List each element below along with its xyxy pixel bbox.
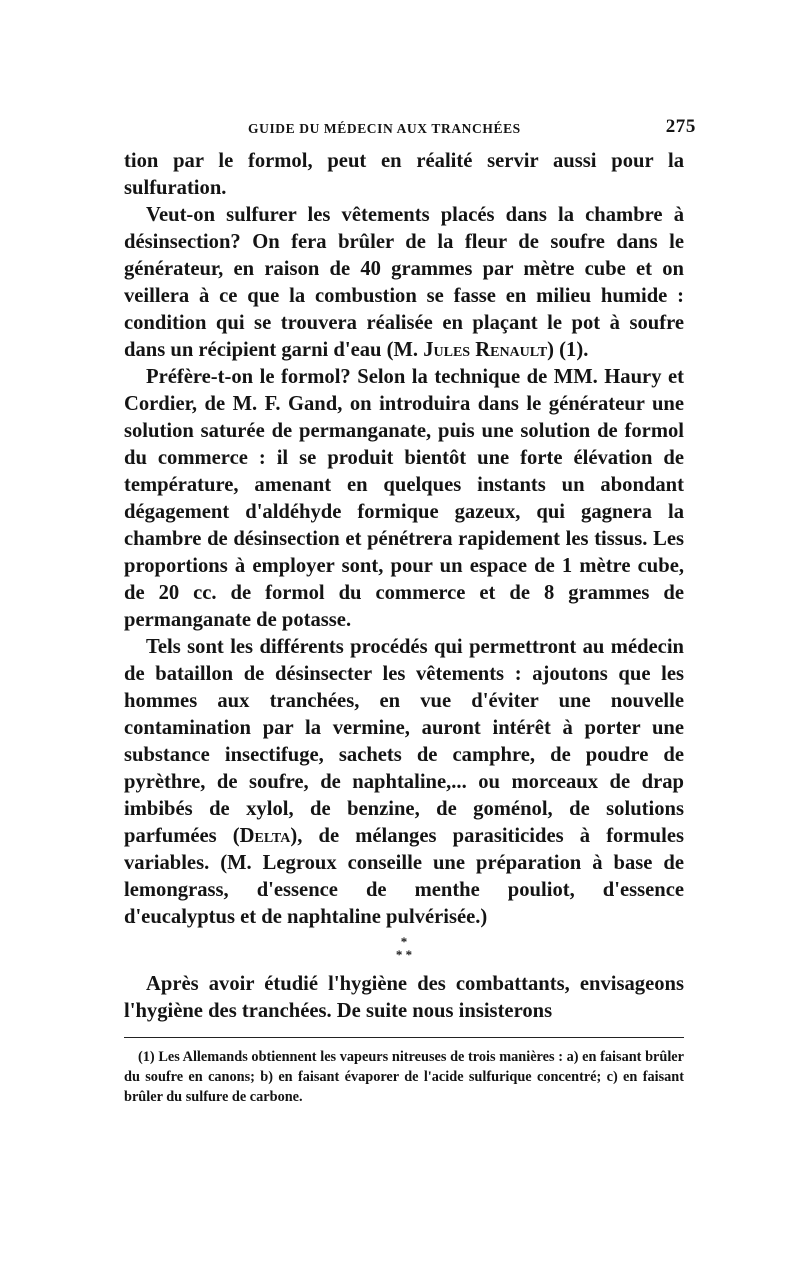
asterism-bottom: * * [395, 947, 413, 962]
running-header [124, 116, 696, 144]
paragraph-2 [124, 202, 684, 364]
section-asterism [124, 935, 684, 961]
paragraph-4-end: ), de mélanges parasiticides à formules variables. (M. Legroux conseille une préparation à base de lemongrass, d'essence de menthe pouliot, d'essence d'eucalyptus et de naphtaline pulvérisée.) [124, 825, 684, 928]
author-name-delta: Delta [239, 825, 291, 847]
paragraph-3: Préfère-t-on le formol? Selon la technique de MM. Haury et Cordier, de M. F. Gand, on introduira dans le générateur une solution saturée de permanganate, puis une solution de formol du commerce : il se produit bientôt une forte élévation de température, amenant en quelques instants un abondant dégagement d'aldéhyde formique gazeux, qui gagnera la chambre de désinsection et pénétrera rapidement les tissus. Les proportions à employer sont, pour un espace de 1 mètre cube, de 20 cc. de formol du commerce et de 8 grammes de permanganate de potasse. [124, 366, 684, 631]
body-text [124, 148, 684, 1025]
author-name-renault: Jules Renault [423, 339, 548, 361]
paragraph-4 [124, 634, 684, 931]
paragraph-1: tion par le formol, peut en réalité servir aussi pour la sulfuration. [124, 150, 684, 199]
paragraph-2-text: Veut-on sulfurer les vêtements placés dans la chambre à désinsection? On fera brûler de la fleur de soufre dans le générateur, en raison de 40 grammes par mètre cube et on veillera à ce que la combustion se fasse en milieu humide : condition qui se trouvera réalisée en plaçant le pot à soufre dans un récipient garni d'eau (M. [124, 204, 684, 361]
page-number: 275 [665, 116, 696, 137]
paragraph-2-end: ) (1). [547, 339, 589, 361]
paragraph-5: Après avoir étudié l'hygiène des combattants, envisageons l'hygiène des tranchées. De suite nous insisterons [124, 973, 684, 1022]
running-title: GUIDE DU MÉDECIN AUX TRANCHÉES [248, 121, 521, 136]
footnote-rule [124, 1037, 684, 1038]
asterism-top: * [400, 934, 408, 949]
paragraph-4-text: Tels sont les différents procédés qui permettront au médecin de bataillon de désinsecter les vêtements : ajoutons que les hommes aux tranchées, en vue d'éviter une nouvelle contamination par la vermine, auront intérêt à porter une substance insectifuge, sachets de camphre, de poudre de pyrèthre, de soufre, de naphtaline,... ou morceaux de drap imbibés de xylol, de benzine, de goménol, de solutions parfumées ( [124, 636, 684, 847]
footnote: (1) Les Allemands obtiennent les vapeurs nitreuses de trois manières : a) en faisant brûler du soufre en canons; b) en faisant évaporer de l'acide sulfurique concentré; c) en faisant brûler du sulfure de carbone. [124, 1049, 684, 1105]
book-page [124, 116, 696, 1107]
